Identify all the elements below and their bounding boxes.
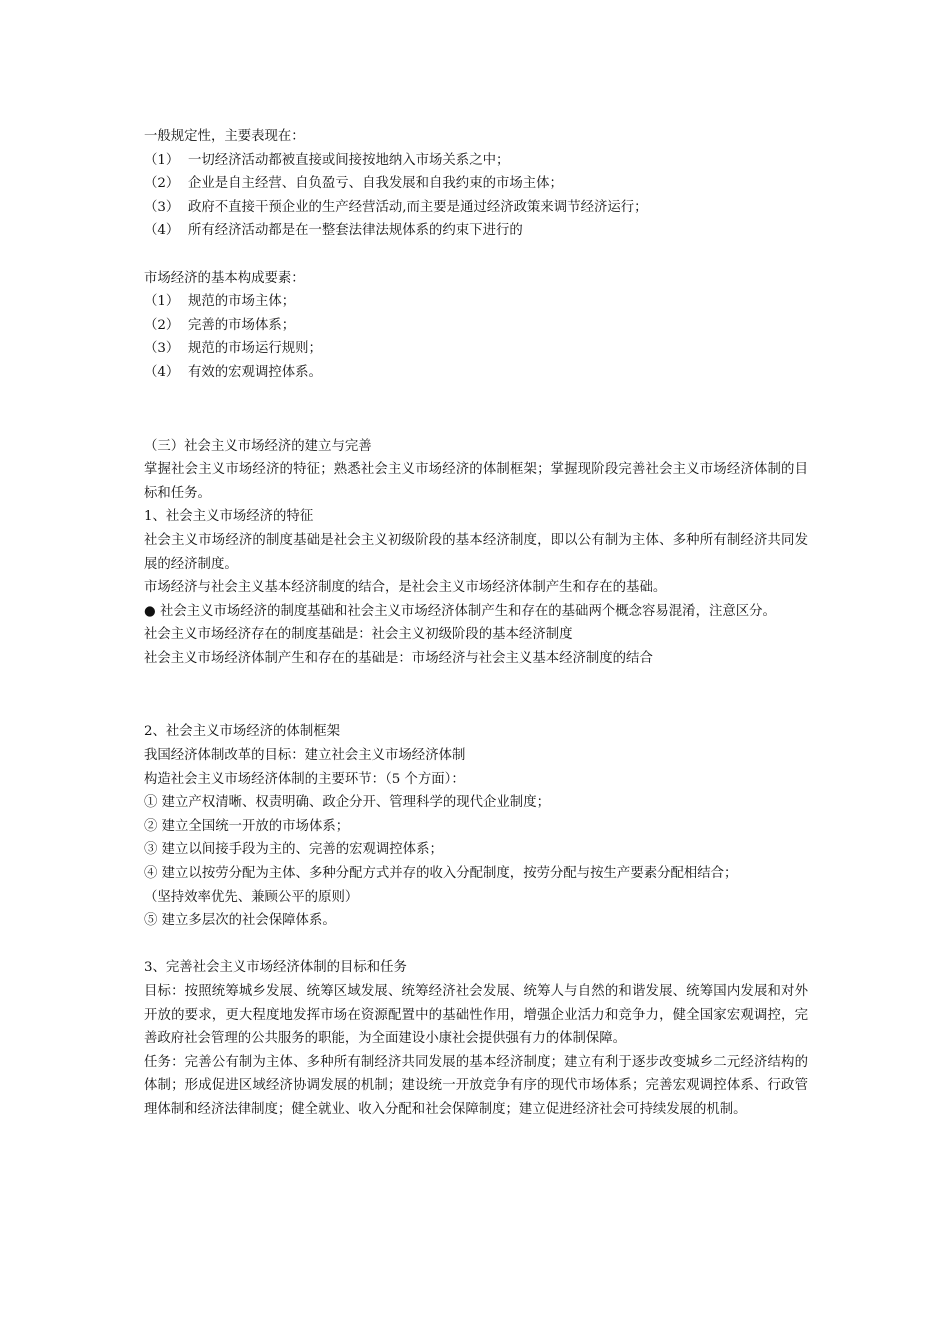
paragraph: 我国经济体制改革的目标：建立社会主义市场经济体制 [144,748,466,764]
spacer [144,385,816,435]
paragraph-task: 任务：完善公有制为主体、多种所有制经济共同发展的基本经济制度；建立有利于逐步改变城乡二元经济结构的体制；形成促进区域经济协调发展的机制；建设统一开放竞争有序的现代市场体系；完善宏观调控体系、行政管理体制和经济法律制度；健全就业、收入分配和社会保障制度；建立促进经济社会可持续发展的机制。 [144,1054,808,1117]
general-item [144,149,816,173]
elements-item [144,290,816,314]
general-item [144,196,816,220]
paragraph: 市场经济与社会主义基本经济制度的结合，是社会主义市场经济体制产生和存在的基础。 [144,580,667,596]
item-number: （1） [144,152,180,168]
subsection-title: 3、完善社会主义市场经济体制的目标和任务 [144,960,407,976]
subsection-title: 1、社会主义市场经济的特征 [144,509,314,525]
item-number: （1） [144,294,180,310]
list-item: ② 建立全国统一开放的市场体系； [144,818,350,834]
list-item: ① 建立产权清晰、权责明确、政企分开、管理科学的现代企业制度； [144,795,550,811]
note-bullet: ● 社会主义市场经济的制度基础和社会主义市场经济体制产生和存在的基础两个概念容易混淆，注意区分。 [144,603,776,619]
spacer [144,243,816,267]
document-page [144,125,816,1122]
item-text: 规范的市场主体； [188,294,296,310]
general-item [144,172,816,196]
item-text: 完善的市场体系； [188,317,296,333]
item-text: 一切经济活动都被直接或间接按地纳入市场关系之中； [188,152,510,168]
item-text: 政府不直接干预企业的生产经营活动,而主要是通过经济政策来调节经济运行； [188,199,648,215]
paragraph: 社会主义市场经济体制产生和存在的基础是：市场经济与社会主义基本经济制度的结合 [144,650,653,666]
item-text: 所有经济活动都是在一整套法律法规体系的约束下进行的 [188,223,523,239]
paragraph: 社会主义市场经济的制度基础是社会主义初级阶段的基本经济制度，即以公有制为主体、多种所有制经济共同发展的经济制度。 [144,532,808,572]
elements-item [144,337,816,361]
general-item [144,219,816,243]
list-item: ④ 建立以按劳分配为主体、多种分配方式并存的收入分配制度，按劳分配与按生产要素分配相结合； [144,866,738,882]
list-item: ③ 建立以间接手段为主的、完善的宏观调控体系； [144,842,443,858]
paragraph-goal: 目标：按照统筹城乡发展、统筹区域发展、统筹经济社会发展、统筹人与自然的和谐发展、统筹国内发展和对外开放的要求，更大程度地发挥市场在资源配置中的基础性作用，增强企业活力和竞争力，健全国家宏观调控，完善政府社会管理的公共服务的职能，为全面建设小康社会提供强有力的体制保障。 [144,984,808,1047]
subsection-title: 2、社会主义市场经济的体制框架 [144,724,340,740]
elements-item [144,314,816,338]
item-number: （3） [144,341,180,357]
paragraph: 构造社会主义市场经济体制的主要环节：（5 个方面）： [144,771,465,787]
elements-intro: 市场经济的基本构成要素： [144,270,305,286]
spacer [144,933,816,957]
item-text: 规范的市场运行规则； [188,341,322,357]
item-number: （4） [144,223,180,239]
general-intro: 一般规定性，主要表现在： [144,129,305,144]
item-number: （2） [144,317,180,333]
item-number: （4） [144,364,180,380]
list-item: ⑤ 建立多层次的社会保障体系。 [144,913,336,929]
section-goal: 掌握社会主义市场经济的特征；熟悉社会主义市场经济的体制框架；掌握现阶段完善社会主义市场经济体制的目标和任务。 [144,462,808,501]
elements-item [144,361,816,385]
item-text: 有效的宏观调控体系。 [188,364,322,380]
list-item-note: （坚持效率优先、兼顾公平的原则） [144,889,359,905]
section-heading: （三）社会主义市场经济的建立与完善 [144,438,372,454]
item-text: 企业是自主经营、自负盈亏、自我发展和自我约束的市场主体； [188,176,563,192]
item-number: （2） [144,176,180,192]
item-number: （3） [144,199,180,215]
spacer [144,670,816,720]
paragraph: 社会主义市场经济存在的制度基础是：社会主义初级阶段的基本经济制度 [144,627,573,643]
